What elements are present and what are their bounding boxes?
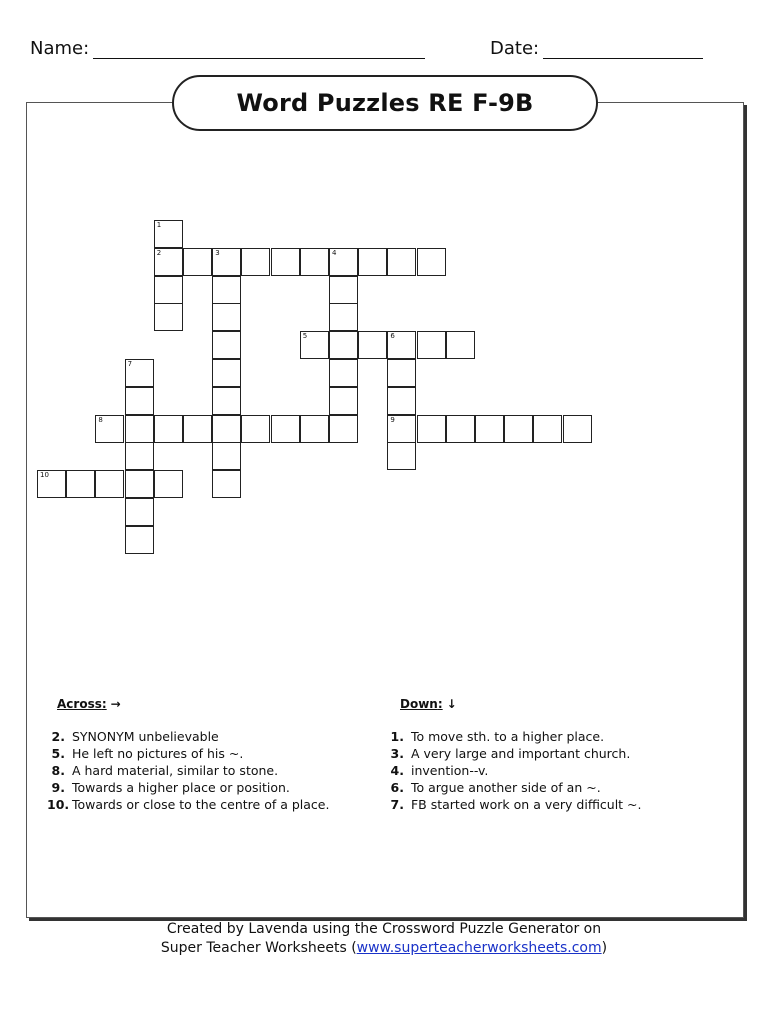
- footer-suffix: ): [601, 940, 608, 956]
- footer-source: [0, 940, 768, 956]
- across-clue: [47, 745, 329, 762]
- crossword-cell[interactable]: [329, 331, 358, 359]
- clue-text: He left no pictures of his ~.: [68, 746, 244, 761]
- crossword-cell[interactable]: [212, 276, 241, 304]
- across-heading: Across: →: [57, 697, 121, 711]
- footer-credit: Created by Lavenda using the Crossword Puzzle Generator on: [166, 921, 602, 937]
- crossword-cell[interactable]: [212, 359, 241, 387]
- clue-number-label: 3: [215, 248, 220, 257]
- crossword-cell[interactable]: [241, 415, 270, 443]
- across-clue: [47, 728, 329, 745]
- down-clue: [386, 728, 642, 745]
- title-banner: [172, 75, 598, 131]
- across-clue: [47, 779, 329, 796]
- clue-number-label: 1: [156, 221, 162, 229]
- name-label: Name:: [30, 38, 90, 59]
- crossword-cell[interactable]: [125, 387, 154, 415]
- crossword-cell[interactable]: [212, 303, 241, 331]
- crossword-cell[interactable]: [125, 526, 154, 554]
- crossword-cell[interactable]: [387, 248, 416, 276]
- clue-number: 1.: [390, 729, 404, 744]
- clue-number: 2.: [51, 729, 65, 744]
- clue-number: 7.: [390, 797, 404, 812]
- crossword-cell[interactable]: [95, 470, 124, 498]
- crossword-cell[interactable]: [212, 248, 241, 276]
- page-title: Word Puzzles RE F-9B: [236, 89, 534, 117]
- down-clue-list: [386, 728, 642, 813]
- crossword-cell[interactable]: [241, 248, 270, 276]
- across-clue: [47, 762, 329, 779]
- clue-number-label: 8: [98, 415, 103, 424]
- crossword-cell[interactable]: [475, 415, 504, 443]
- crossword-cell[interactable]: [154, 248, 183, 276]
- crossword-cell[interactable]: [125, 415, 154, 443]
- crossword-cell[interactable]: [329, 359, 358, 387]
- crossword-cell[interactable]: [212, 387, 241, 415]
- crossword-cell[interactable]: [271, 415, 300, 443]
- crossword-cell[interactable]: [387, 442, 416, 470]
- crossword-cell[interactable]: [66, 470, 95, 498]
- crossword-cell[interactable]: [154, 220, 183, 248]
- clue-text: A hard material, similar to stone.: [68, 763, 279, 778]
- clue-number: 5.: [51, 746, 65, 761]
- clue-number: 8.: [51, 763, 65, 778]
- crossword-cell[interactable]: [417, 415, 446, 443]
- crossword-cell[interactable]: [154, 303, 183, 331]
- clue-text: Towards or close to the centre of a place.: [68, 797, 330, 812]
- name-line[interactable]: [93, 42, 425, 59]
- crossword-cell[interactable]: [212, 331, 241, 359]
- clue-number-label: 2: [156, 248, 162, 257]
- footer-prefix: Super Teacher Worksheets (: [160, 940, 357, 956]
- crossword-cell[interactable]: [300, 415, 329, 443]
- down-clue: [386, 796, 642, 813]
- crossword-cell[interactable]: [154, 470, 183, 498]
- clue-number: 3.: [390, 746, 404, 761]
- crossword-cell[interactable]: [329, 276, 358, 304]
- date-label: Date:: [490, 38, 540, 59]
- down-clue: [386, 745, 642, 762]
- crossword-cell[interactable]: [125, 442, 154, 470]
- clue-text: To move sth. to a higher place.: [407, 729, 605, 744]
- crossword-cell[interactable]: [329, 415, 358, 443]
- crossword-cell[interactable]: [504, 415, 533, 443]
- clue-text: Towards a higher place or position.: [68, 780, 290, 795]
- crossword-cell[interactable]: [183, 248, 212, 276]
- clue-number: 9.: [51, 780, 65, 795]
- clue-text: To argue another side of an ~.: [407, 780, 601, 795]
- footer-link[interactable]: www.superteacherworksheets.com: [356, 940, 602, 956]
- crossword-cell[interactable]: [446, 331, 475, 359]
- name-field: [30, 38, 425, 59]
- crossword-cell[interactable]: [387, 387, 416, 415]
- down-arrow-icon: ↓: [446, 697, 457, 711]
- clue-text: invention--v.: [407, 763, 489, 778]
- clue-text: FB started work on a very difficult ~.: [407, 797, 642, 812]
- crossword-cell[interactable]: [212, 415, 241, 443]
- crossword-cell[interactable]: [533, 415, 562, 443]
- crossword-cell[interactable]: [125, 470, 154, 498]
- clue-number: 10.: [47, 797, 70, 812]
- crossword-cell[interactable]: [563, 415, 592, 443]
- crossword-cell[interactable]: [446, 415, 475, 443]
- crossword-cell[interactable]: [387, 415, 416, 443]
- clue-number-label: 4: [332, 248, 337, 257]
- crossword-cell[interactable]: [271, 248, 300, 276]
- across-heading-label: Across: [57, 697, 102, 711]
- crossword-cell[interactable]: [212, 470, 241, 498]
- down-heading: Down: ↓: [400, 697, 457, 711]
- crossword-cell[interactable]: [37, 470, 66, 498]
- crossword-cell[interactable]: [358, 331, 387, 359]
- crossword-cell[interactable]: [387, 359, 416, 387]
- date-line[interactable]: [543, 42, 703, 59]
- crossword-cell[interactable]: [212, 442, 241, 470]
- crossword-cell[interactable]: [300, 331, 329, 359]
- clue-number: 6.: [390, 780, 404, 795]
- right-arrow-icon: →: [110, 697, 121, 711]
- crossword-cell[interactable]: [387, 331, 416, 359]
- clue-number-label: 9: [390, 415, 395, 424]
- across-clue: [47, 796, 329, 813]
- clue-text: A very large and important church.: [407, 746, 631, 761]
- crossword-cell[interactable]: [154, 276, 183, 304]
- clue-number-label: 5: [302, 332, 308, 341]
- clue-number: 4.: [390, 763, 404, 778]
- crossword-cell[interactable]: [329, 387, 358, 415]
- crossword-cell[interactable]: [154, 415, 183, 443]
- down-clue: [386, 779, 642, 796]
- crossword-cell[interactable]: [300, 248, 329, 276]
- across-clue-list: [47, 728, 329, 813]
- crossword-cell[interactable]: [125, 359, 154, 387]
- crossword-cell[interactable]: [417, 248, 446, 276]
- crossword-cell[interactable]: [417, 331, 446, 359]
- clue-text: SYNONYM unbelievable: [68, 729, 219, 744]
- clue-number-label: 10: [40, 471, 49, 480]
- crossword-cell[interactable]: [183, 415, 212, 443]
- clue-number-label: 7: [127, 360, 133, 368]
- down-heading-label: Down: [400, 697, 438, 711]
- down-clue: [386, 762, 642, 779]
- crossword-cell[interactable]: [125, 498, 154, 526]
- date-field: [490, 38, 703, 59]
- clue-number-label: 6: [390, 332, 395, 341]
- crossword-cell[interactable]: [95, 415, 124, 443]
- crossword-cell[interactable]: [329, 303, 358, 331]
- crossword-cell[interactable]: [358, 248, 387, 276]
- crossword-cell[interactable]: [329, 248, 358, 276]
